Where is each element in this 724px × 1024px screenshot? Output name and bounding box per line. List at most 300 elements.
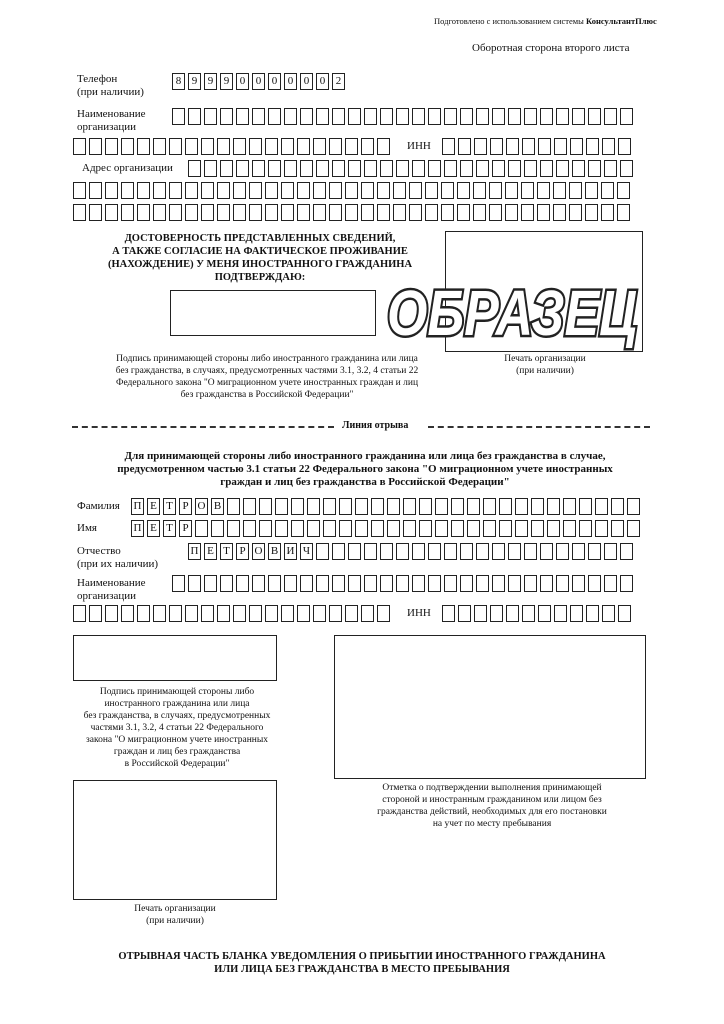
char-cell[interactable]: [211, 520, 224, 537]
char-cell[interactable]: [476, 575, 489, 592]
char-cell[interactable]: [396, 108, 409, 125]
char-cell[interactable]: [506, 138, 519, 155]
char-cell[interactable]: Ч: [300, 543, 313, 560]
char-cell[interactable]: [275, 498, 288, 515]
char-cell[interactable]: [473, 182, 486, 199]
char-cell[interactable]: [220, 575, 233, 592]
char-cell[interactable]: [531, 520, 544, 537]
char-cell[interactable]: [403, 520, 416, 537]
char-cell[interactable]: [586, 138, 599, 155]
address-cells-1[interactable]: [188, 160, 633, 177]
char-cell[interactable]: [451, 498, 464, 515]
char-cell[interactable]: [474, 605, 487, 622]
char-cell[interactable]: [265, 182, 278, 199]
char-cell[interactable]: [490, 138, 503, 155]
char-cell[interactable]: [217, 605, 230, 622]
char-cell[interactable]: [259, 520, 272, 537]
char-cell[interactable]: [345, 138, 358, 155]
char-cell[interactable]: [428, 160, 441, 177]
char-cell[interactable]: [505, 204, 518, 221]
char-cell[interactable]: [579, 520, 592, 537]
char-cell[interactable]: И: [284, 543, 297, 560]
char-cell[interactable]: [281, 605, 294, 622]
char-cell[interactable]: [249, 605, 262, 622]
char-cell[interactable]: [371, 520, 384, 537]
char-cell[interactable]: [467, 520, 480, 537]
char-cell[interactable]: [556, 543, 569, 560]
char-cell[interactable]: [444, 160, 457, 177]
char-cell[interactable]: [73, 605, 86, 622]
char-cell[interactable]: [521, 182, 534, 199]
char-cell[interactable]: [412, 160, 425, 177]
char-cell[interactable]: [307, 520, 320, 537]
char-cell[interactable]: [332, 108, 345, 125]
char-cell[interactable]: [620, 160, 633, 177]
char-cell[interactable]: 0: [236, 73, 249, 90]
bottom-org-cells-1[interactable]: [172, 575, 633, 592]
char-cell[interactable]: [460, 575, 473, 592]
char-cell[interactable]: [345, 605, 358, 622]
char-cell[interactable]: [364, 160, 377, 177]
char-cell[interactable]: [201, 204, 214, 221]
char-cell[interactable]: [268, 575, 281, 592]
org-name-cells-1[interactable]: [172, 108, 633, 125]
char-cell[interactable]: [570, 605, 583, 622]
char-cell[interactable]: 9: [204, 73, 217, 90]
char-cell[interactable]: [425, 182, 438, 199]
char-cell[interactable]: [585, 182, 598, 199]
char-cell[interactable]: [268, 160, 281, 177]
char-cell[interactable]: [595, 498, 608, 515]
char-cell[interactable]: 9: [220, 73, 233, 90]
char-cell[interactable]: [281, 182, 294, 199]
char-cell[interactable]: [442, 605, 455, 622]
char-cell[interactable]: [217, 182, 230, 199]
char-cell[interactable]: [604, 108, 617, 125]
char-cell[interactable]: [172, 575, 185, 592]
char-cell[interactable]: [137, 182, 150, 199]
char-cell[interactable]: [508, 160, 521, 177]
char-cell[interactable]: [588, 160, 601, 177]
char-cell[interactable]: [380, 160, 393, 177]
char-cell[interactable]: [556, 160, 569, 177]
char-cell[interactable]: [377, 138, 390, 155]
char-cell[interactable]: П: [131, 498, 144, 515]
char-cell[interactable]: [185, 182, 198, 199]
char-cell[interactable]: [185, 605, 198, 622]
address-cells-2[interactable]: [73, 182, 630, 199]
patronymic-cells[interactable]: [188, 543, 633, 560]
char-cell[interactable]: [524, 108, 537, 125]
char-cell[interactable]: [89, 182, 102, 199]
char-cell[interactable]: [572, 160, 585, 177]
char-cell[interactable]: [380, 575, 393, 592]
char-cell[interactable]: [474, 138, 487, 155]
char-cell[interactable]: Е: [147, 520, 160, 537]
char-cell[interactable]: [601, 182, 614, 199]
char-cell[interactable]: [185, 204, 198, 221]
char-cell[interactable]: [586, 605, 599, 622]
char-cell[interactable]: [538, 138, 551, 155]
char-cell[interactable]: [460, 543, 473, 560]
char-cell[interactable]: П: [131, 520, 144, 537]
char-cell[interactable]: [569, 182, 582, 199]
char-cell[interactable]: [188, 108, 201, 125]
char-cell[interactable]: [153, 204, 166, 221]
char-cell[interactable]: [483, 498, 496, 515]
char-cell[interactable]: [137, 605, 150, 622]
char-cell[interactable]: [460, 108, 473, 125]
char-cell[interactable]: [188, 575, 201, 592]
char-cell[interactable]: [284, 575, 297, 592]
char-cell[interactable]: [332, 543, 345, 560]
char-cell[interactable]: Т: [163, 520, 176, 537]
char-cell[interactable]: [339, 520, 352, 537]
char-cell[interactable]: [524, 543, 537, 560]
char-cell[interactable]: [499, 498, 512, 515]
char-cell[interactable]: [323, 498, 336, 515]
char-cell[interactable]: [611, 498, 624, 515]
char-cell[interactable]: [428, 108, 441, 125]
char-cell[interactable]: Е: [147, 498, 160, 515]
char-cell[interactable]: [204, 575, 217, 592]
char-cell[interactable]: [236, 108, 249, 125]
char-cell[interactable]: [153, 182, 166, 199]
char-cell[interactable]: [585, 204, 598, 221]
char-cell[interactable]: [361, 182, 374, 199]
char-cell[interactable]: [361, 138, 374, 155]
char-cell[interactable]: [524, 575, 537, 592]
char-cell[interactable]: [297, 138, 310, 155]
char-cell[interactable]: [444, 543, 457, 560]
char-cell[interactable]: О: [252, 543, 265, 560]
char-cell[interactable]: [579, 498, 592, 515]
char-cell[interactable]: [217, 204, 230, 221]
char-cell[interactable]: [265, 605, 278, 622]
char-cell[interactable]: [73, 138, 86, 155]
char-cell[interactable]: [249, 182, 262, 199]
char-cell[interactable]: [121, 182, 134, 199]
char-cell[interactable]: 0: [284, 73, 297, 90]
char-cell[interactable]: [153, 138, 166, 155]
char-cell[interactable]: [316, 543, 329, 560]
char-cell[interactable]: [252, 160, 265, 177]
char-cell[interactable]: [236, 160, 249, 177]
char-cell[interactable]: [361, 605, 374, 622]
char-cell[interactable]: П: [188, 543, 201, 560]
char-cell[interactable]: [563, 498, 576, 515]
char-cell[interactable]: [348, 575, 361, 592]
char-cell[interactable]: [201, 182, 214, 199]
char-cell[interactable]: [556, 575, 569, 592]
char-cell[interactable]: [602, 138, 615, 155]
char-cell[interactable]: [521, 204, 534, 221]
char-cell[interactable]: 9: [188, 73, 201, 90]
char-cell[interactable]: [435, 498, 448, 515]
char-cell[interactable]: [236, 575, 249, 592]
char-cell[interactable]: [537, 182, 550, 199]
char-cell[interactable]: В: [211, 498, 224, 515]
char-cell[interactable]: [377, 204, 390, 221]
char-cell[interactable]: [393, 182, 406, 199]
char-cell[interactable]: [483, 520, 496, 537]
char-cell[interactable]: [307, 498, 320, 515]
char-cell[interactable]: [492, 108, 505, 125]
char-cell[interactable]: [515, 498, 528, 515]
char-cell[interactable]: [387, 498, 400, 515]
char-cell[interactable]: [281, 138, 294, 155]
char-cell[interactable]: [604, 575, 617, 592]
char-cell[interactable]: [233, 605, 246, 622]
char-cell[interactable]: [332, 160, 345, 177]
char-cell[interactable]: [441, 204, 454, 221]
char-cell[interactable]: [348, 160, 361, 177]
org-name-cells-2[interactable]: [73, 138, 390, 155]
char-cell[interactable]: [451, 520, 464, 537]
char-cell[interactable]: [313, 204, 326, 221]
char-cell[interactable]: [329, 138, 342, 155]
char-cell[interactable]: [490, 605, 503, 622]
char-cell[interactable]: [476, 108, 489, 125]
char-cell[interactable]: [89, 605, 102, 622]
char-cell[interactable]: [316, 160, 329, 177]
char-cell[interactable]: [380, 543, 393, 560]
char-cell[interactable]: 2: [332, 73, 345, 90]
inn-cells[interactable]: [442, 138, 631, 155]
char-cell[interactable]: [540, 575, 553, 592]
char-cell[interactable]: [316, 108, 329, 125]
char-cell[interactable]: [595, 520, 608, 537]
char-cell[interactable]: [492, 543, 505, 560]
char-cell[interactable]: [377, 605, 390, 622]
char-cell[interactable]: [316, 575, 329, 592]
char-cell[interactable]: [291, 498, 304, 515]
char-cell[interactable]: [409, 204, 422, 221]
char-cell[interactable]: [201, 138, 214, 155]
char-cell[interactable]: [73, 182, 86, 199]
char-cell[interactable]: [233, 204, 246, 221]
char-cell[interactable]: [355, 520, 368, 537]
char-cell[interactable]: [348, 108, 361, 125]
char-cell[interactable]: [554, 138, 567, 155]
char-cell[interactable]: [268, 108, 281, 125]
char-cell[interactable]: [201, 605, 214, 622]
char-cell[interactable]: [524, 160, 537, 177]
char-cell[interactable]: [313, 605, 326, 622]
char-cell[interactable]: [371, 498, 384, 515]
char-cell[interactable]: [412, 543, 425, 560]
bottom-seal-box[interactable]: [73, 780, 277, 900]
char-cell[interactable]: [291, 520, 304, 537]
bottom-inn-cells[interactable]: [442, 605, 631, 622]
char-cell[interactable]: В: [268, 543, 281, 560]
char-cell[interactable]: [227, 498, 240, 515]
char-cell[interactable]: [492, 575, 505, 592]
char-cell[interactable]: [364, 543, 377, 560]
char-cell[interactable]: [396, 543, 409, 560]
char-cell[interactable]: [419, 520, 432, 537]
char-cell[interactable]: [348, 543, 361, 560]
char-cell[interactable]: [265, 204, 278, 221]
char-cell[interactable]: [105, 204, 118, 221]
char-cell[interactable]: [275, 520, 288, 537]
char-cell[interactable]: [409, 182, 422, 199]
char-cell[interactable]: [137, 138, 150, 155]
char-cell[interactable]: [602, 605, 615, 622]
char-cell[interactable]: [554, 605, 567, 622]
char-cell[interactable]: [531, 498, 544, 515]
char-cell[interactable]: [259, 498, 272, 515]
char-cell[interactable]: [204, 160, 217, 177]
char-cell[interactable]: [121, 138, 134, 155]
char-cell[interactable]: [419, 498, 432, 515]
char-cell[interactable]: [618, 138, 631, 155]
char-cell[interactable]: [620, 575, 633, 592]
char-cell[interactable]: [393, 204, 406, 221]
char-cell[interactable]: [188, 160, 201, 177]
char-cell[interactable]: [620, 108, 633, 125]
char-cell[interactable]: [428, 543, 441, 560]
char-cell[interactable]: [105, 605, 118, 622]
char-cell[interactable]: [506, 605, 519, 622]
char-cell[interactable]: [329, 204, 342, 221]
char-cell[interactable]: [441, 182, 454, 199]
char-cell[interactable]: [329, 605, 342, 622]
char-cell[interactable]: [572, 575, 585, 592]
char-cell[interactable]: Р: [179, 498, 192, 515]
char-cell[interactable]: [458, 138, 471, 155]
char-cell[interactable]: [364, 575, 377, 592]
char-cell[interactable]: [553, 182, 566, 199]
char-cell[interactable]: [220, 160, 233, 177]
char-cell[interactable]: [233, 138, 246, 155]
char-cell[interactable]: [300, 160, 313, 177]
char-cell[interactable]: [515, 520, 528, 537]
char-cell[interactable]: [604, 160, 617, 177]
char-cell[interactable]: [444, 575, 457, 592]
char-cell[interactable]: [442, 138, 455, 155]
char-cell[interactable]: Т: [163, 498, 176, 515]
char-cell[interactable]: [233, 182, 246, 199]
char-cell[interactable]: [204, 108, 217, 125]
char-cell[interactable]: [412, 108, 425, 125]
char-cell[interactable]: [547, 520, 560, 537]
char-cell[interactable]: [332, 575, 345, 592]
char-cell[interactable]: [121, 204, 134, 221]
char-cell[interactable]: [153, 605, 166, 622]
char-cell[interactable]: [403, 498, 416, 515]
char-cell[interactable]: [425, 204, 438, 221]
char-cell[interactable]: [627, 520, 640, 537]
char-cell[interactable]: [435, 520, 448, 537]
char-cell[interactable]: [380, 108, 393, 125]
char-cell[interactable]: [570, 138, 583, 155]
char-cell[interactable]: [563, 520, 576, 537]
char-cell[interactable]: [476, 543, 489, 560]
char-cell[interactable]: [329, 182, 342, 199]
char-cell[interactable]: [377, 182, 390, 199]
char-cell[interactable]: [618, 605, 631, 622]
char-cell[interactable]: [489, 182, 502, 199]
char-cell[interactable]: [627, 498, 640, 515]
char-cell[interactable]: [458, 605, 471, 622]
char-cell[interactable]: [604, 543, 617, 560]
char-cell[interactable]: [185, 138, 198, 155]
char-cell[interactable]: [297, 605, 310, 622]
bottom-org-cells-2[interactable]: [73, 605, 390, 622]
char-cell[interactable]: Р: [179, 520, 192, 537]
char-cell[interactable]: [313, 138, 326, 155]
char-cell[interactable]: [105, 138, 118, 155]
char-cell[interactable]: [508, 575, 521, 592]
char-cell[interactable]: [617, 204, 630, 221]
char-cell[interactable]: [428, 575, 441, 592]
char-cell[interactable]: [169, 138, 182, 155]
char-cell[interactable]: 0: [252, 73, 265, 90]
char-cell[interactable]: [169, 204, 182, 221]
char-cell[interactable]: [172, 108, 185, 125]
char-cell[interactable]: [547, 498, 560, 515]
char-cell[interactable]: [620, 543, 633, 560]
char-cell[interactable]: [460, 160, 473, 177]
char-cell[interactable]: Т: [220, 543, 233, 560]
char-cell[interactable]: [522, 138, 535, 155]
char-cell[interactable]: О: [195, 498, 208, 515]
char-cell[interactable]: Е: [204, 543, 217, 560]
char-cell[interactable]: [505, 182, 518, 199]
char-cell[interactable]: [364, 108, 377, 125]
char-cell[interactable]: [89, 138, 102, 155]
char-cell[interactable]: [499, 520, 512, 537]
phone-cells[interactable]: [172, 73, 345, 90]
surname-cells[interactable]: [131, 498, 640, 515]
char-cell[interactable]: [492, 160, 505, 177]
signature-box[interactable]: [170, 290, 376, 336]
char-cell[interactable]: [105, 182, 118, 199]
char-cell[interactable]: [457, 182, 470, 199]
char-cell[interactable]: [297, 204, 310, 221]
char-cell[interactable]: [300, 575, 313, 592]
char-cell[interactable]: [300, 108, 313, 125]
char-cell[interactable]: [387, 520, 400, 537]
char-cell[interactable]: Р: [236, 543, 249, 560]
char-cell[interactable]: 0: [268, 73, 281, 90]
char-cell[interactable]: [220, 108, 233, 125]
char-cell[interactable]: [252, 575, 265, 592]
char-cell[interactable]: 8: [172, 73, 185, 90]
char-cell[interactable]: [227, 520, 240, 537]
char-cell[interactable]: [249, 138, 262, 155]
char-cell[interactable]: [339, 498, 352, 515]
char-cell[interactable]: [281, 204, 294, 221]
char-cell[interactable]: [601, 204, 614, 221]
char-cell[interactable]: [265, 138, 278, 155]
char-cell[interactable]: [284, 160, 297, 177]
char-cell[interactable]: [540, 543, 553, 560]
char-cell[interactable]: [284, 108, 297, 125]
char-cell[interactable]: [361, 204, 374, 221]
char-cell[interactable]: [508, 108, 521, 125]
char-cell[interactable]: [467, 498, 480, 515]
char-cell[interactable]: [243, 520, 256, 537]
char-cell[interactable]: [121, 605, 134, 622]
char-cell[interactable]: [345, 182, 358, 199]
char-cell[interactable]: [569, 204, 582, 221]
confirmation-mark-box[interactable]: [334, 635, 646, 779]
char-cell[interactable]: [217, 138, 230, 155]
char-cell[interactable]: [323, 520, 336, 537]
char-cell[interactable]: [617, 182, 630, 199]
